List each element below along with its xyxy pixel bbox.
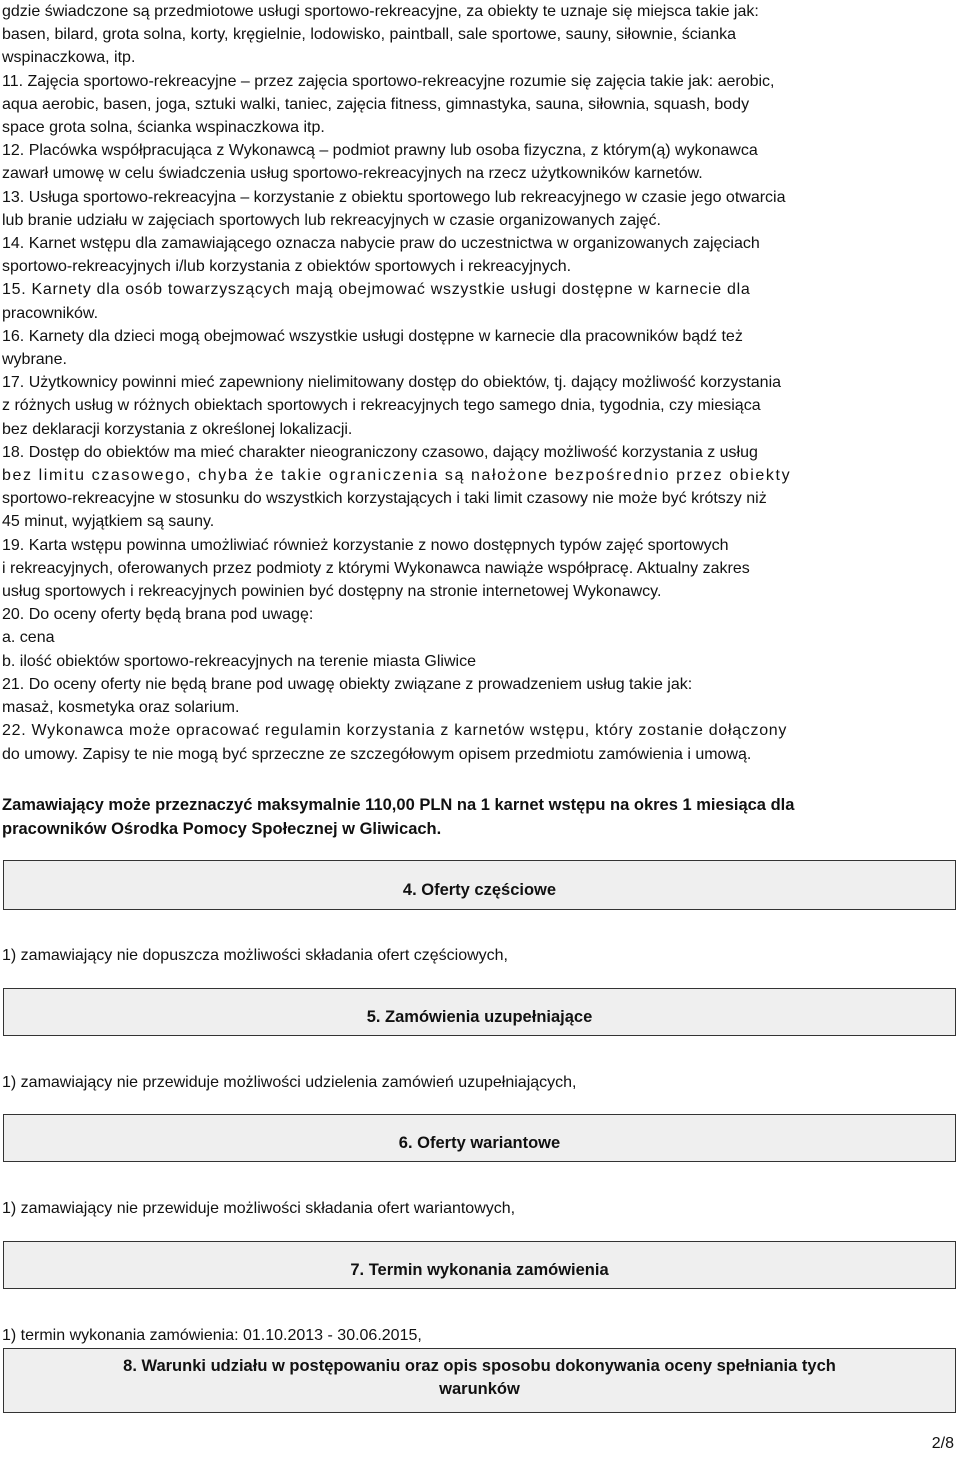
list-line: sportowo-rekreacyjne w stosunku do wszystkich korzystających i taki limit czasowy nie może być krótszy niż — [2, 490, 767, 508]
list-line: i rekreacyjnych, oferowanych przez podmioty z którymi Wykonawca nawiąże współpracę. Aktualny zakres — [2, 559, 750, 577]
section-heading-text — [123, 1355, 836, 1401]
page-number: 2/8 — [931, 1435, 954, 1452]
max-price-line: Zamawiający może przeznaczyć maksymalnie 110,00 PLN na 1 karnet wstępu na okres 1 miesiąca dla — [2, 796, 795, 814]
section-heading-supplementary-orders — [3, 988, 956, 1036]
section-text-partial-offers: 1) zamawiający nie dopuszcza możliwości składania ofert częściowych, — [2, 947, 508, 964]
list-item-21: 21. Do oceny oferty nie będą brane pod uwagę obiekty związane z prowadzeniem usług takie jak: — [2, 675, 693, 693]
section-text-completion-date: 1) termin wykonania zamówienia: 01.10.2013 - 30.06.2015, — [2, 1327, 422, 1344]
list-item-13: 13. Usługa sportowo-rekreacyjna – korzystanie z obiektu sportowego lub rekreacyjnego w czasie jego otwarcia — [2, 188, 786, 206]
max-price-line: pracowników Ośrodka Pomocy Społecznej w Gliwicach. — [2, 820, 442, 838]
section-heading-line: warunków — [439, 1379, 520, 1398]
section-text-supplementary-orders: 1) zamawiający nie przewiduje możliwości udzielenia zamówień uzupełniających, — [2, 1074, 577, 1091]
section-heading-text: 6. Oferty wariantowe — [398, 1134, 561, 1152]
list-item-20: 20. Do oceny oferty będą brana pod uwagę: — [2, 606, 314, 624]
section-heading-variant-offers — [3, 1114, 956, 1162]
section-heading-partial-offers — [3, 860, 956, 910]
list-item-19: 19. Karta wstępu powinna umożliwiać również korzystanie z nowo dostępnych typów zajęć sportowych — [2, 536, 729, 554]
list-item-22: 22. Wykonawca może opracować regulamin korzystania z karnetów wstępu, który zostanie dołączony — [2, 722, 788, 740]
list-item-14: 14. Karnet wstępu dla zamawiającego oznacza nabycie praw do uczestnictwa w organizowanych zajęciach — [2, 235, 760, 253]
list-line: basen, bilard, grota solna, korty, kręgielnie, lodowisko, paintball, sale sportowe, sauny, siłownie, ścianka — [2, 26, 737, 44]
list-line: pracowników. — [2, 304, 99, 322]
list-line: bez deklaracji korzystania z określonej lokalizacji. — [2, 420, 353, 438]
section-heading-text: 4. Oferty częściowe — [402, 881, 557, 899]
section-heading-text: 5. Zamówienia uzupełniające — [366, 1008, 593, 1026]
list-line: space grota solna, ścianka wspinaczkowa itp. — [2, 119, 325, 137]
list-line: b. ilość obiektów sportowo-rekreacyjnych na terenie miasta Gliwice — [2, 652, 476, 670]
list-line: 45 minut, wyjątkiem są sauny. — [2, 513, 215, 531]
section-heading-participation-conditions — [3, 1348, 956, 1413]
list-line: a. cena — [2, 629, 55, 647]
section-heading-completion-date — [3, 1241, 956, 1289]
list-item-16: 16. Karnety dla dzieci mogą obejmować wszystkie usługi dostępne w karnecie dla pracowników bądź też — [2, 327, 743, 345]
list-line: gdzie świadczone są przedmiotowe usługi sportowo-rekreacyjne, za obiekty te uznaje się miejsca takie jak: — [2, 3, 759, 20]
section-heading-line: 8. Warunki udziału w postępowaniu oraz opis sposobu dokonywania oceny spełniania tych — [123, 1356, 836, 1375]
list-line: lub branie udziału w zajęciach sportowych lub rekreacyjnych w czasie organizowanych zajęć. — [2, 211, 661, 229]
list-line: do umowy. Zapisy te nie mogą być sprzeczne ze szczegółowym opisem przedmiotu zamówienia i umową. — [2, 745, 752, 763]
list-line: masaż, kosmetyka oraz solarium. — [2, 699, 240, 717]
list-line: usług sportowych i rekreacyjnych powinien być dostępny na stronie internetowej Wykonawcy. — [2, 583, 662, 601]
list-item-11: 11. Zajęcia sportowo-rekreacyjne – przez zajęcia sportowo-rekreacyjne rozumie się zajęcia takie jak: aerobic, — [2, 72, 775, 90]
section-text-variant-offers: 1) zamawiający nie przewiduje możliwości składania ofert wariantowych, — [2, 1200, 516, 1217]
list-line: z różnych usług w różnych obiektach sportowych i rekreacyjnych tego samego dnia, tygodnia, czy miesiąca — [2, 397, 761, 415]
list-line: aqua aerobic, basen, joga, sztuki walki, taniec, zajęcia fitness, gimnastyka, sauna, siłownia, squash, body — [2, 95, 750, 113]
list-line: sportowo-rekreacyjnych i/lub korzystania z obiektów sportowych i rekreacyjnych. — [2, 258, 572, 276]
list-line: zawarł umowę w celu świadczenia usług sportowo-rekreacyjnych na rzecz użytkowników karnetów. — [2, 165, 703, 183]
list-item-17: 17. Użytkownicy powinni mieć zapewniony nielimitowany dostęp do obiektów, tj. dający możliwość korzystania — [2, 374, 782, 392]
requirements-list — [2, 0, 958, 766]
list-item-15: 15. Karnety dla osób towarzyszących mają obejmować wszystkie usługi dostępne w karnecie dla — [2, 281, 751, 299]
max-price-statement — [2, 793, 958, 841]
list-line: bez limitu czasowego, chyba że takie ograniczenia są nałożone bezpośrednio przez obiekty — [2, 467, 792, 485]
list-item-18: 18. Dostęp do obiektów ma mieć charakter nieograniczony czasowo, dający możliwość korzystania z usług — [2, 443, 758, 461]
list-item-12: 12. Placówka współpracująca z Wykonawcą – podmiot prawny lub osoba fizyczna, z którym(ą) wykonawca — [2, 142, 758, 160]
list-line: wybrane. — [2, 351, 67, 369]
section-heading-text: 7. Termin wykonania zamówienia — [350, 1261, 609, 1279]
list-line: wspinaczkowa, itp. — [2, 49, 136, 67]
